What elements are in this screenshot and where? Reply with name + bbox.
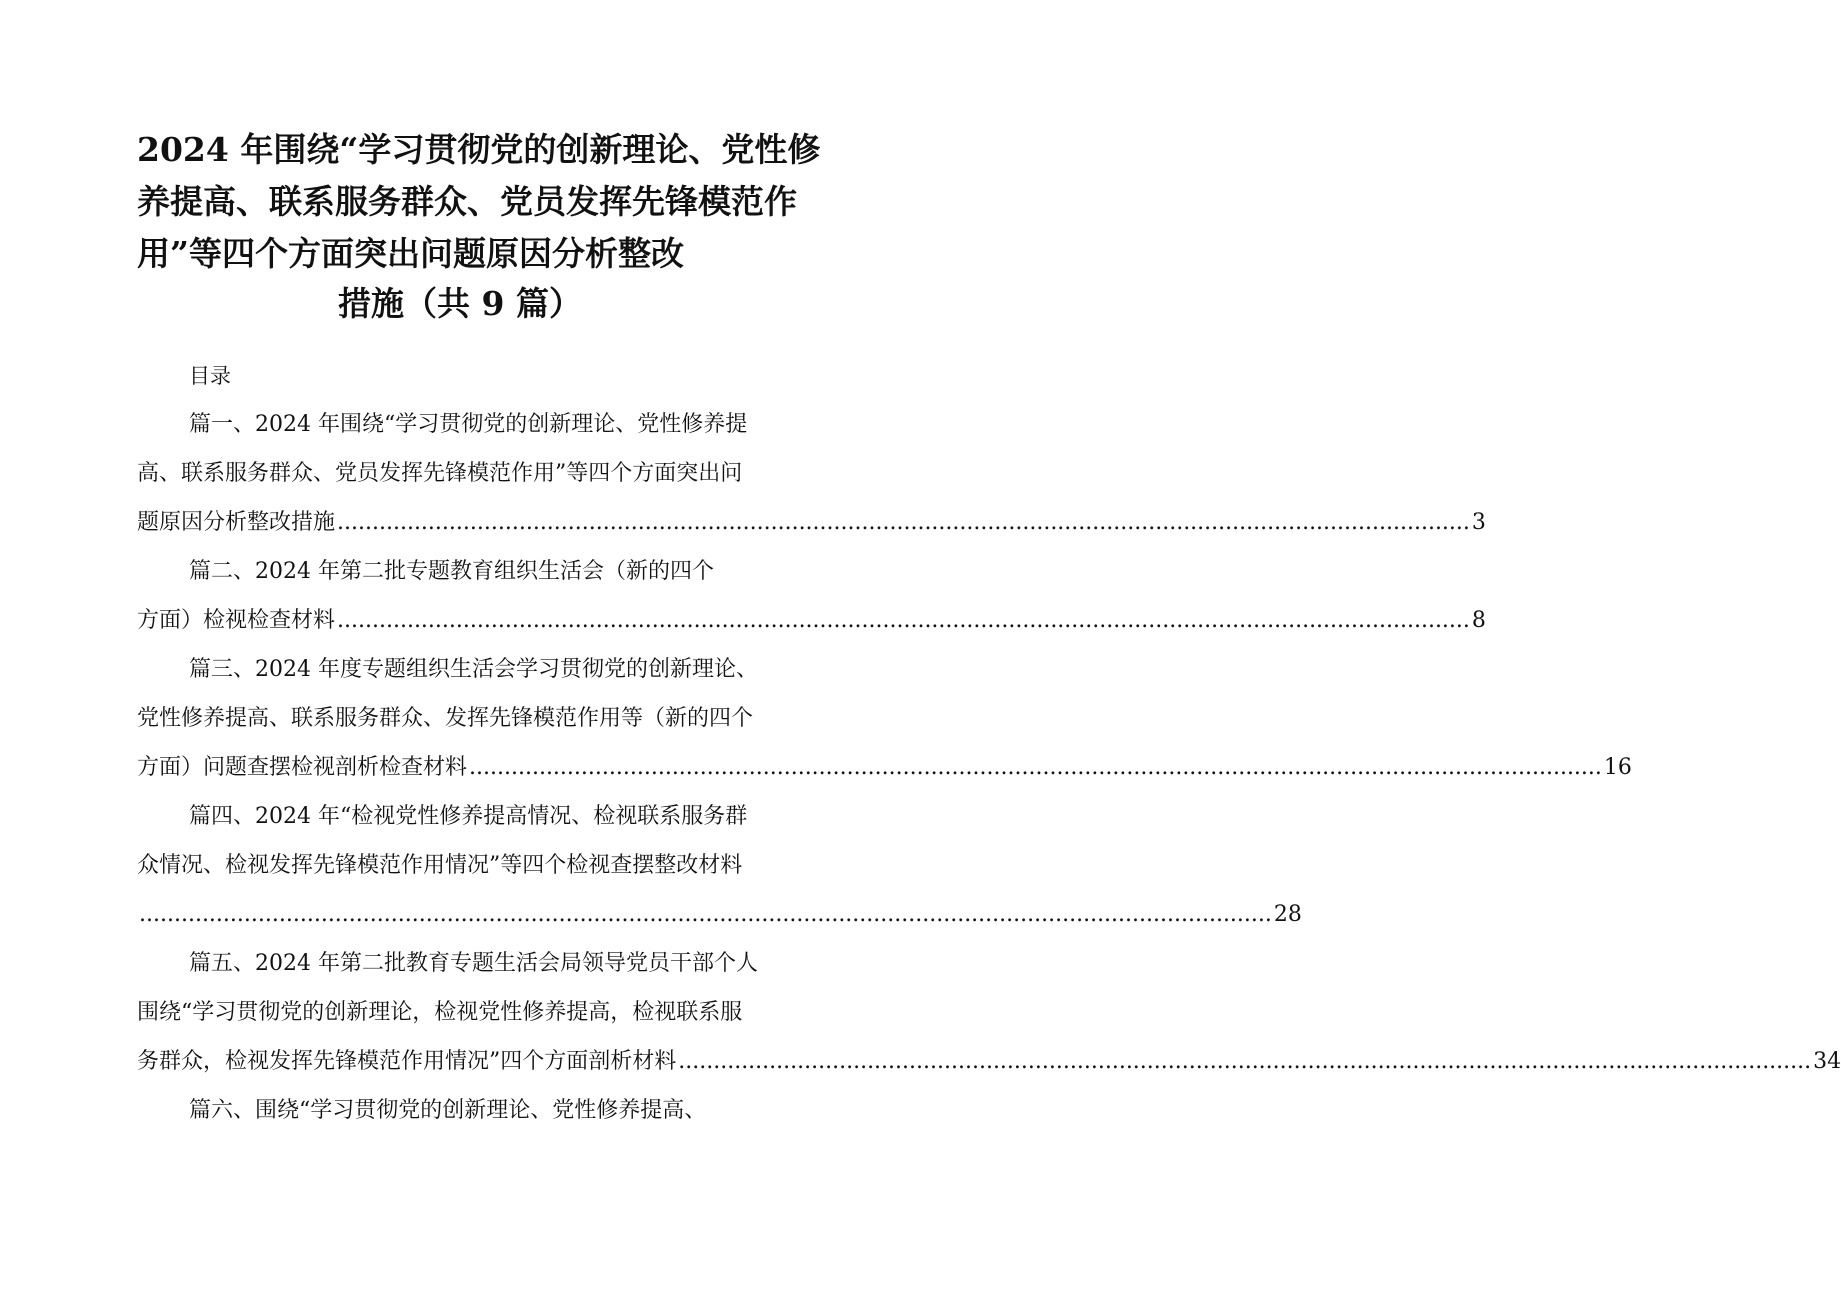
toc-entry-5-line-3-text: 务群众，检视发挥先锋模范作用情况”四个方面剖析材料: [137, 1049, 677, 1074]
toc-entry-2-line-2: [137, 596, 1486, 645]
toc-entry-4-line-2: 众情况、检视发挥先锋模范作用情况”等四个检视查摆整改材料: [137, 853, 743, 878]
toc-entry-1-line-3-text: 题原因分析整改措施: [137, 510, 336, 535]
toc-entry-3-line-1: 篇三、2024 年度专题组织生活会学习贯彻党的创新理论、: [189, 657, 758, 682]
toc-entry-5-page: 34: [1813, 1049, 1841, 1074]
toc-entry-3-line-3-text: 方面）问题查摆检视剖析检查材料: [137, 755, 468, 780]
toc-entry-2[interactable]: [137, 547, 1486, 645]
toc-entry-5-line-3: [137, 1037, 1841, 1086]
toc-entry-4-leader: ..................................................................................................................................................................: [139, 902, 1272, 927]
table-of-contents: [137, 400, 1841, 1135]
title-line-1: 2024 年围绕“学习贯彻党的创新理论、党性修: [137, 130, 821, 169]
toc-entry-5-line-1: 篇五、2024 年第二批教育专题生活会局领导党员干部个人: [189, 951, 758, 976]
toc-entry-1-line-2: 高、联系服务群众、党员发挥先锋模范作用”等四个方面突出问: [137, 461, 743, 486]
toc-entry-5-line-2: 围绕“学习贯彻党的创新理论，检视党性修养提高，检视联系服: [137, 1000, 743, 1025]
title-line-4: 措施（共 9 篇）: [338, 284, 582, 323]
toc-entry-1[interactable]: [137, 400, 1486, 547]
toc-entry-6[interactable]: [137, 1086, 789, 1135]
document-title: [137, 124, 821, 280]
toc-entry-1-page: 3: [1471, 510, 1486, 535]
toc-entry-5-leader: ..................................................................................................................................................................: [678, 1049, 1812, 1074]
toc-entry-3-line-3: [137, 743, 1632, 792]
toc-entry-4-page: 28: [1273, 902, 1302, 927]
toc-entry-4-line-3: [137, 890, 1302, 939]
toc-entry-4-line-1: 篇四、2024 年“检视党性修养提高情况、检视联系服务群: [189, 804, 748, 829]
toc-entry-1-line-1: 篇一、2024 年围绕“学习贯彻党的创新理论、党性修养提: [189, 412, 748, 437]
title-line-3: 用”等四个方面突出问题原因分析整改: [137, 234, 684, 273]
toc-entry-1-line-3: [137, 498, 1486, 547]
toc-entry-3-leader: ..................................................................................................................................................................: [469, 755, 1602, 780]
toc-entry-6-line-1: 篇六、围绕“学习贯彻党的创新理论、党性修养提高、: [189, 1098, 707, 1123]
toc-entry-2-line-1: 篇二、2024 年第二批专题教育组织生活会（新的四个: [189, 559, 714, 584]
toc-entry-2-leader: ..................................................................................................................................................................: [337, 608, 1470, 633]
toc-entry-2-line-2-text: 方面）检视检查材料: [137, 608, 336, 633]
toc-entry-3-page: 16: [1603, 755, 1632, 780]
toc-entry-4[interactable]: [137, 792, 1302, 939]
toc-entry-3[interactable]: [137, 645, 1632, 792]
toc-heading: 目录: [189, 364, 231, 388]
toc-entry-3-line-2: 党性修养提高、联系服务群众、发挥先锋模范作用等（新的四个: [137, 706, 754, 731]
toc-entry-2-page: 8: [1471, 608, 1486, 633]
toc-entry-5[interactable]: [137, 939, 1841, 1086]
title-line-2: 养提高、联系服务群众、党员发挥先锋模范作: [137, 182, 797, 221]
toc-entry-1-leader: ..................................................................................................................................................................: [337, 510, 1470, 535]
